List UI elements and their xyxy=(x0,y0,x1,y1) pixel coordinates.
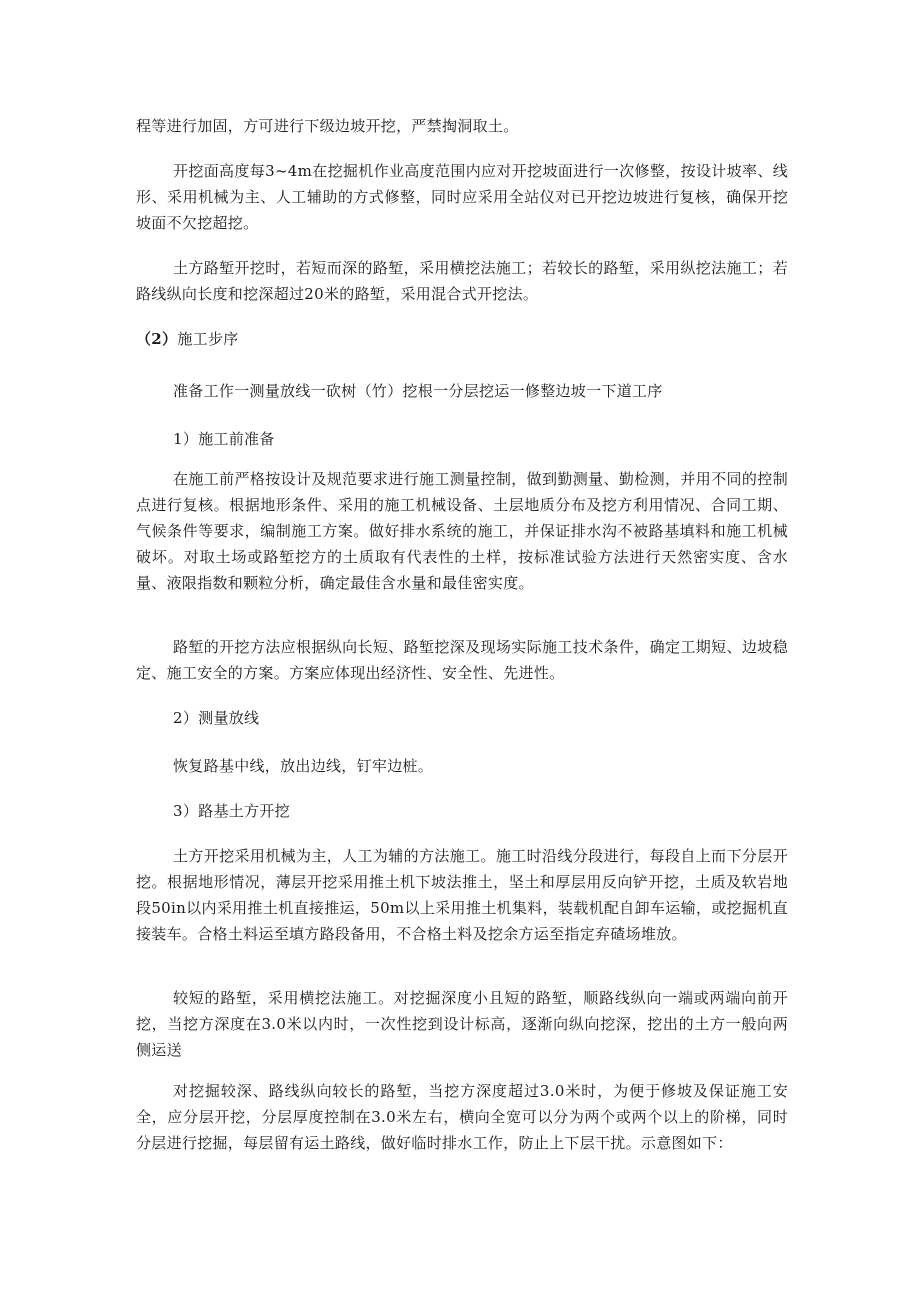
paragraph-short-cut: 较短的路堑，采用横挖法施工。对挖掘深度小且短的路堑，顺路线纵向一端或两端向前开挖，当挖方深度在3.0米以内时，一次性挖到设计标高，逐渐向纵向挖深，挖出的土方一般向两侧运送 xyxy=(136,989,788,1059)
section-heading-2 xyxy=(136,326,239,352)
subheading-preparation: 1）施工前准备 xyxy=(173,430,275,448)
section-number: （2） xyxy=(136,330,178,348)
paragraph-method-selection: 路堑的开挖方法应根据纵向长短、路堑挖深及现场实际施工技术条件，确定工期短、边坡稳定、施工安全的方案。方案应体现出经济性、安全性、先进性。 xyxy=(136,638,788,682)
paragraph-excavation-methods: 土方路堑开挖时，若短而深的路堑，采用横挖法施工；若较长的路堑，采用纵挖法施工；若路线纵向长度和挖深超过20米的路堑，采用混合式开挖法。 xyxy=(136,259,788,303)
paragraph-slope-trimming: 开挖面高度每3~4m在挖掘机作业高度范围内应对开挖坡面进行一次修整，按设计坡率、线形、采用机械为主、人工辅助的方式修整，同时应采用全站仪对已开挖边坡进行复核，确保开挖坡面不欠挖超挖。 xyxy=(136,162,788,232)
subheading-survey: 2）测量放线 xyxy=(173,709,260,727)
paragraph-deep-cut: 对挖掘较深、路线纵向较长的路堑，当挖方深度超过3.0米时，为便于修坡及保证施工安全，应分层开挖，分层厚度控制在3.0米左右，横向全宽可以分为两个或两个以上的阶梯，同时分层进行挖掘，每层留有运土路线，做好临时排水工作，防止上下层干扰。示意图如下： xyxy=(136,1082,788,1152)
paragraph-continuation: 程等进行加固，方可进行下级边坡开挖，严禁掏洞取土。 xyxy=(136,117,519,135)
paragraph-survey: 恢复路基中线，放出边线，钉牢边桩。 xyxy=(173,757,434,775)
section-title: 施工步序 xyxy=(177,330,239,348)
subheading-earthwork: 3）路基土方开挖 xyxy=(173,802,290,820)
paragraph-preparation: 在施工前严格按设计及规范要求进行施工测量控制，做到勤测量、勤检测，并用不同的控制点进行复核。根据地形条件、采用的施工机械设备、土层地质分布及挖方利用情况、合同工期、气候条件等要求，编制施工方案。做好排水系统的施工，并保证排水沟不被路基填料和施工机械破坏。对取土场或路堑挖方的土质取有代表性的土样，按标准试验方法进行天然密实度、含水量、液限指数和颗粒分析，确定最佳含水量和最佳密实度。 xyxy=(136,470,788,592)
paragraph-process-flow: 准备工作一测量放线一砍树（竹）挖根一分层挖运一修整边坡一下道工序 xyxy=(173,382,663,400)
paragraph-earthwork: 土方开挖采用机械为主，人工为辅的方法施工。施工时沿线分段进行，每段自上而下分层开挖。根据地形情况，薄层开挖采用推土机下坡法推土，坚土和厚层用反向铲开挖，土质及软岩地段50in以内采用推土机直接推运，50m以上采用推土机集料，装载机配自卸车运输，或挖掘机直接装车。合格土料运至填方路段备用，不合格土料及挖余方运至指定弃碴场堆放。 xyxy=(136,847,788,943)
